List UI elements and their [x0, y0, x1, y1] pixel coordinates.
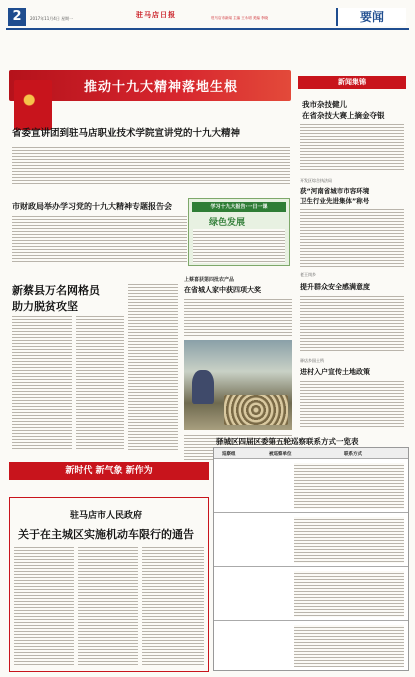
sidebar-item4-headline: 进村入户宣传土地政策 — [300, 368, 370, 376]
sidebar-item3-headline: 提升群众安全感满意度 — [300, 283, 370, 291]
notice-col1 — [14, 545, 74, 665]
sidebar-item4-kicker: 驿店乡国土所 — [300, 358, 324, 363]
sidebar-item1-body — [300, 122, 404, 172]
notice-issuer: 驻马店市人民政府 — [70, 511, 143, 521]
sidebar-item2-body — [300, 207, 404, 267]
table-col-unit: 被巡察单位 — [269, 452, 292, 457]
sidebar-item2-line1: 获“河南省城市市容环境 — [300, 187, 370, 195]
header-rule — [6, 28, 409, 30]
table-header — [214, 448, 408, 458]
lead-body — [12, 145, 290, 185]
table-col-group: 巡察组 — [222, 452, 236, 457]
slogan-sub: 绿色发展 — [209, 218, 246, 228]
table-row-text — [294, 463, 404, 509]
notice-col2 — [78, 545, 138, 665]
slogan-box — [188, 198, 290, 266]
table-title: 驿城区四届区委第五轮巡察联系方式一览表 — [216, 437, 359, 446]
farm-body — [184, 297, 292, 337]
masthead: 驻马店日报 — [136, 10, 176, 19]
poverty-body-col2 — [76, 314, 124, 449]
farmer-figure — [192, 370, 214, 404]
contact-table — [213, 447, 409, 671]
table-row-text — [294, 625, 404, 667]
party-flag-icon — [14, 80, 52, 130]
table-row — [214, 512, 408, 566]
lead-headline: 省委宣讲团到驻马店职业技术学院宣讲党的十九大精神 — [12, 128, 241, 139]
second-headline: 市财政局举办学习党的十九大精神专题报告会 — [12, 201, 172, 211]
mushroom-farm-photo — [184, 340, 292, 430]
farm-headline: 在省城人家中获四项大奖 — [184, 285, 261, 294]
second-body — [12, 214, 187, 264]
sidebar-item3-body — [300, 294, 404, 352]
sidebar-item2-kicker: 开发区综合执法局 — [300, 178, 332, 183]
table-row — [214, 566, 408, 620]
mushroom-beds — [224, 395, 288, 425]
era-banner: 新时代 新气象 新作为 — [9, 462, 209, 480]
sidebar-item1-line2: 在省杂技大赛上摘金夺银 — [302, 111, 385, 120]
poverty-headline-2: 助力脱贫攻坚 — [12, 300, 78, 313]
poverty-body-col3 — [128, 282, 178, 450]
table-row-text — [294, 517, 404, 563]
table-row — [214, 620, 408, 670]
farm-kicker: 上蔡喜获第四批农产品 — [184, 277, 235, 283]
table-row-text — [294, 571, 404, 617]
sidebar-item1-line1: 我市杂技健儿 — [302, 100, 347, 109]
poverty-headline-1: 新蔡县万名网格员 — [12, 284, 100, 297]
section-title: 要闻 — [336, 8, 406, 26]
sidebar-title: 新闻集锦 — [298, 76, 406, 89]
editor-line: 驻马店市新闻 主编 王永明 美编 李晓 — [211, 16, 268, 20]
issue-date: 2017年11月4日 星期一 — [30, 16, 74, 21]
sidebar-item2-line2: 卫生行业先进集体”称号 — [300, 197, 370, 205]
table-row — [214, 458, 408, 512]
sidebar-item3-kicker: 老王岗乡 — [300, 272, 316, 277]
sidebar-item4-body — [300, 379, 404, 429]
notice-title: 关于在主城区实施机动车限行的通告 — [18, 528, 194, 541]
page-header — [6, 6, 409, 32]
slogan-body — [193, 229, 285, 263]
notice-col3 — [142, 545, 204, 665]
page-number: 2 — [8, 8, 26, 26]
table-col-contact: 联系方式 — [344, 452, 362, 457]
banner-title: 推动十九大精神落地生根 — [84, 80, 239, 95]
poverty-body-col1 — [12, 314, 72, 449]
slogan-title: 学习十九大报告·一日一课 — [192, 202, 286, 212]
